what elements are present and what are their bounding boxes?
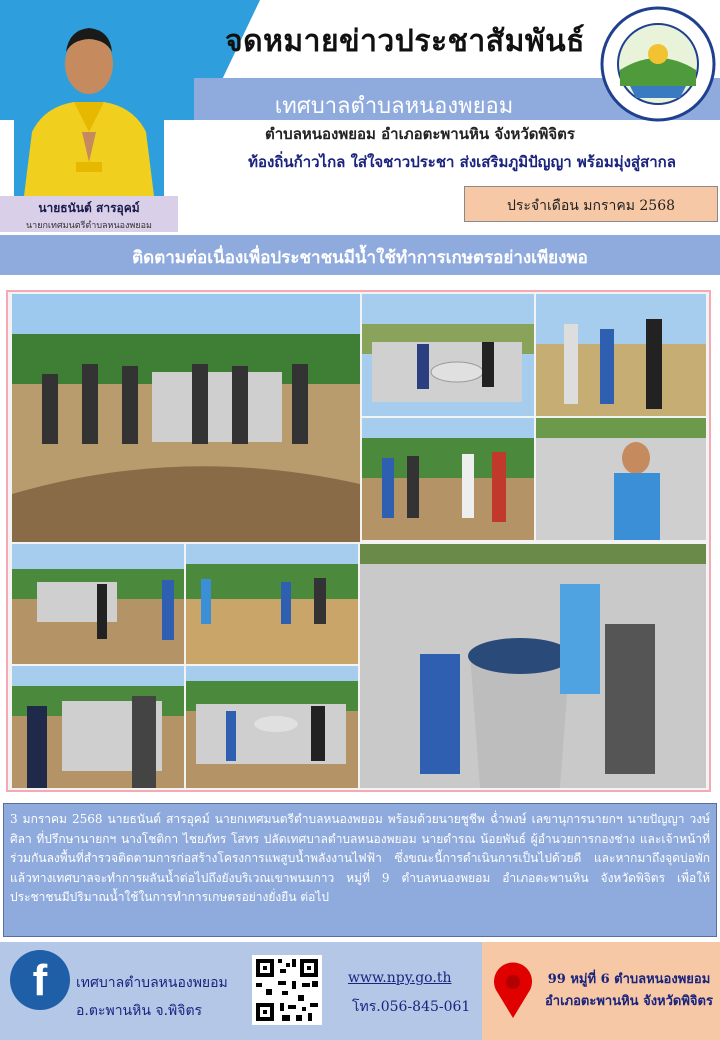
photo-tank-visit <box>12 666 184 788</box>
facebook-letter: f <box>32 956 48 1005</box>
phone-number: โทร.056-845-061 <box>352 999 471 1015</box>
location-pin-icon <box>488 960 538 1020</box>
issue-month: ประจำเดือน มกราคม 2568 <box>506 198 676 214</box>
photo-checking-well <box>360 544 706 788</box>
photo-mayor-at-wall <box>536 418 706 540</box>
photo-team-at-tank <box>186 666 358 788</box>
photo-team-walk <box>362 418 534 540</box>
municipality-title: เทศบาลตำบลหนองพยอม <box>274 94 514 119</box>
article-body: 3 มกราคม 2568 นายธนันต์ สารอุคม์ นายกเทศมนตรีตำบลหนองพยอม พร้อมด้วยนายชูชีพ ฉ่ำพงษ์ เลขานุการนายกฯ นายปัญญา วงษ์ศิลา ที่ปรึกษานายกฯ นางโชติกา ไชยภัทร โสทร ปลัดเทศบาลตำบลหนองพยอม นายดำรณ น้อยพันธ์ ผู้อำนวยการกองช่าง และเจ้าหน้าที่ ร่วมกันลงพื้นที่สำรวจติดตามการก่อสร้างโครงการแพสูบน้ำพลังงานไฟฟ้า ซึ่งขณะนี้การดำเนินการเป็นไปด้วยดี และหากมาถึงจุดบ่อพักแล้วทางเทศบาลจะทำการผลันน้ำต่อไปถึงยังบริเวณเขาพนมกาว หมู่ที่ 9 ตำบลหนองพยอม อำเภอตะพานหิน จังหวัดพิจิตร เพื่อให้ประชาชนมีปริมาณน้ำใช้ในการทำการเกษตรอย่างยั่งยืน ต่อไป <box>10 812 710 904</box>
facebook-page-location: อ.ตะพานหิน จ.พิจิตร <box>76 1003 203 1019</box>
photo-well-inspection <box>362 294 534 416</box>
slogan: ท้องถิ่นก้าวไกล ใส่ใจชาวประชา ส่งเสริมภูมิปัญญา พร้อมมุ่งสู่สากล <box>248 153 676 171</box>
photo-group-at-tank <box>12 294 360 542</box>
mayor-position: นายกเทศมนตรีตำบลหนองพยอม <box>26 221 152 231</box>
photo-rice-field <box>186 544 358 664</box>
qr-code-icon <box>252 955 322 1025</box>
municipality-address: ตำบลหนองพยอม อำเภอตะพานหิน จังหวัดพิจิตร <box>265 125 575 143</box>
news-headline: ติดตามต่อเนื่องเพื่อประชาชนมีน้ำใช้ทำการเกษตรอย่างเพียงพอ <box>132 248 588 268</box>
photo-officials-field <box>536 294 706 416</box>
office-address-line2: อำเภอตะพานหิน จังหวัดพิจิตร <box>545 994 713 1009</box>
mayor-portrait <box>14 12 164 196</box>
photo-collage <box>6 290 711 792</box>
newsletter-title: จดหมายข่าวประชาสัมพันธ์ <box>225 24 585 59</box>
office-address-line1: 99 หมู่ที่ 6 ตำบลหนองพยอม <box>547 972 711 987</box>
website-link[interactable]: www.npy.go.th <box>348 970 452 986</box>
photo-site-survey <box>12 544 184 664</box>
municipality-seal-logo <box>600 6 716 122</box>
mayor-name: นายธนันต์ สารอุคม์ <box>38 201 140 215</box>
facebook-page-name[interactable]: เทศบาลตำบลหนองพยอม <box>76 975 228 991</box>
